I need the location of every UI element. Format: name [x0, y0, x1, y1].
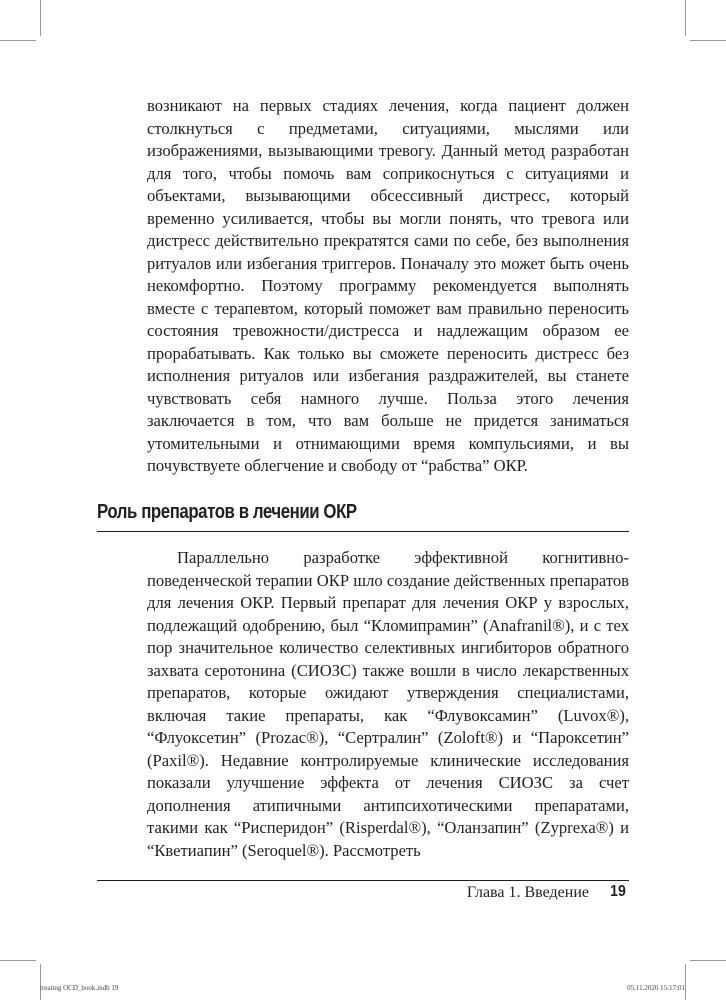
crop-mark	[685, 964, 686, 1000]
crop-mark	[40, 0, 41, 36]
crop-mark	[690, 40, 726, 41]
crop-mark	[40, 964, 41, 1000]
crop-mark	[0, 960, 36, 961]
page-number: 19	[610, 883, 626, 900]
section-heading: Роль препаратов в лечении ОКР	[97, 501, 357, 523]
body-paragraph: возникают на первых стадиях лечения, когда пациент должен столкнуться с предметами, ситуациями, мыслями или изображениями, вызывающими тревогу. Данный метод разработан для того, чтобы помочь вам соприкоснуться с ситуациями и объектами, вызывающими обсессивный дистресс, который временно усиливается, чтобы вы могли понять, что тревога или дистресс действительно прекратятся сами по себе, без выполнения ритуалов или избегания триггеров. Поначалу это может быть очень некомфортно. Поэтому программу рекомендуется выполнять вместе с терапевтом, который поможет вам правильно переносить состояния тревожности/дистресса и надлежащим образом ее прорабатывать. Как только вы сможете переносить дистресс без исполнения ритуалов или избегания раздражителей, вы станете чувствовать себя намного лучше. Польза этого лечения заключается в том, что вам больше не придется заниматься утомительными и отнимающими время компульсиями, и вы почувствуете облегчение и свободу от “рабства” ОКР.	[147, 96, 629, 475]
heading-rule	[97, 531, 629, 532]
footer-rule	[97, 880, 629, 881]
crop-mark	[685, 0, 686, 36]
print-slug-file: treating OCD_book.indb 19	[40, 984, 119, 992]
crop-mark	[690, 960, 726, 961]
print-slug-timestamp: 05.11.2020 15:17:01	[627, 984, 685, 992]
running-footer-chapter: Глава 1. Введение	[466, 884, 589, 901]
crop-mark	[0, 40, 36, 41]
body-paragraph: Параллельно разработке эффективной когнитивно-поведенческой терапии ОКР шло создание действенных препаратов для лечения ОКР. Первый препарат для лечения ОКР у взрослых, подлежащий одобрению, был “Кломипрамин” (Anafranil®), и с тех пор значительное количество селективных ингибиторов обратного захвата серотонина (СИОЗС) также вошли в число лекарственных препаратов, которые ожидают утверждения специалистами, включая такие препараты, как “Флувоксамин” (Luvox®), “Флуоксетин” (Prozac®), “Сертралин” (Zoloft®) и “Пароксетин” (Paxil®). Недавние контролируемые клинические исследования показали улучшение эффекта от лечения СИОЗС за счет дополнения атипичными антипсихотическими препаратами, такими как “Рисперидон” (Risperdal®), “Оланзапин” (Zyprexa®) и “Кветиапин” (Seroquel®). Рассмотреть	[147, 548, 629, 860]
